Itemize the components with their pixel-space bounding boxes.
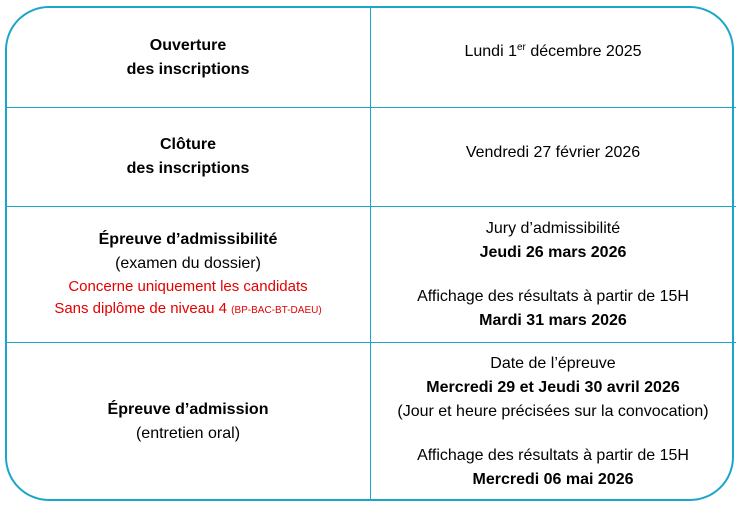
opening-label-cell <box>7 8 369 107</box>
admissibility-info-cell <box>372 207 734 342</box>
opening-date: Lundi 1er décembre 2025 <box>464 41 642 60</box>
jury-label: Jury d’admissibilité <box>485 219 621 237</box>
exam-date-label: Date de l’épreuve <box>490 355 616 372</box>
admissibility-results-date: Mardi 31 mars 2026 <box>479 311 627 329</box>
admissibility-label-cell <box>7 207 369 342</box>
admissibility-results-label: Affichage des résultats à partir de 15H <box>417 287 689 305</box>
admission-label-cell <box>7 343 369 501</box>
admissibility-sublabel: (examen du dossier) <box>115 254 261 272</box>
admission-info-cell <box>372 343 734 501</box>
closing-date: Vendredi 27 février 2026 <box>465 144 641 161</box>
admission-results-date: Mercredi 06 mai 2026 <box>472 471 634 488</box>
admission-results-label: Affichage des résultats à partir de 15H <box>417 447 689 464</box>
jury-date: Jeudi 26 mars 2026 <box>479 243 627 261</box>
admission-sublabel: (entretien oral) <box>135 425 241 442</box>
opening-label-line1: Ouverture <box>149 36 227 54</box>
closing-date-cell <box>372 108 734 206</box>
column-divider <box>370 7 371 501</box>
admissibility-note-small: (BP-BAC-BT-DAEU) <box>231 304 322 316</box>
admissibility-note-line2: Sans diplôme de niveau 4 (BP-BAC-BT-DAEU) <box>54 299 322 317</box>
admission-label: Épreuve d’admission <box>107 401 269 418</box>
opening-label-line2: des inscriptions <box>126 60 250 78</box>
exam-date-note: (Jour et heure précisées sur la convocation) <box>397 403 709 420</box>
admissibility-label: Épreuve d’admissibilité <box>98 230 278 248</box>
closing-label-cell <box>7 108 369 206</box>
opening-date-cell <box>372 8 734 107</box>
admissibility-note-line1: Concerne uniquement les candidats <box>68 277 308 295</box>
closing-label-line2: des inscriptions <box>126 160 250 177</box>
exam-date-value: Mercredi 29 et Jeudi 30 avril 2026 <box>426 379 680 396</box>
closing-label-line1: Clôture <box>160 136 216 153</box>
